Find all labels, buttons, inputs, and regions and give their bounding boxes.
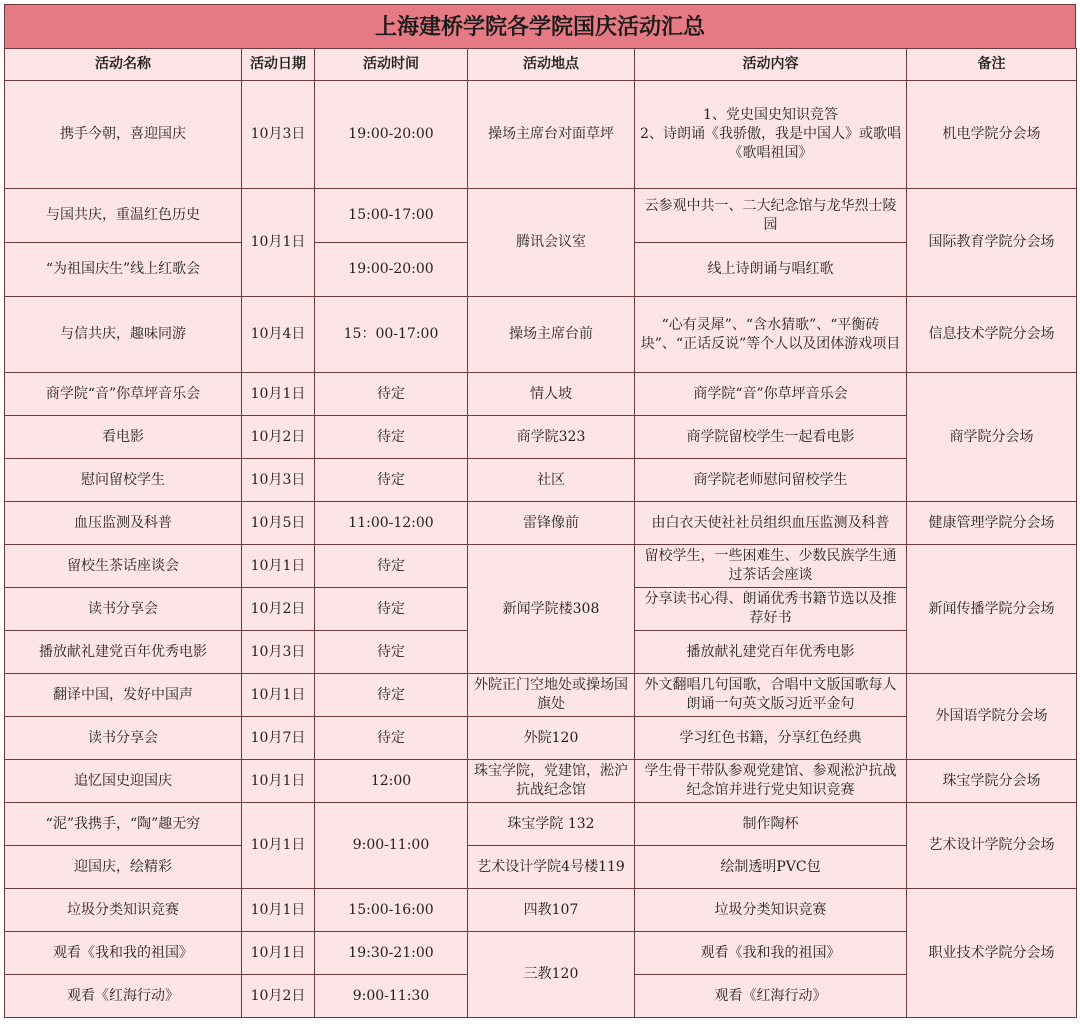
cell-time: 9:00-11:30 bbox=[315, 975, 468, 1018]
cell-content: 学生骨干带队参观党建馆、参观淞沪抗战纪念馆并进行党史知识竞赛 bbox=[635, 760, 907, 803]
cell-place: 三教120 bbox=[468, 932, 635, 1018]
cell-date: 10月1日 bbox=[242, 189, 315, 297]
cell-content: 1、党史国史知识竞答 2、诗朗诵《我骄傲，我是中国人》或歌唱《歌唱祖国》 bbox=[635, 81, 907, 189]
header-activity-place: 活动地点 bbox=[468, 49, 635, 81]
cell-note: 信息技术学院分会场 bbox=[907, 297, 1077, 373]
cell-time: 11:00-12:00 bbox=[315, 502, 468, 545]
cell-content: 由白衣天使社社员组织血压监测及科普 bbox=[635, 502, 907, 545]
cell-name: 商学院“音”你草坪音乐会 bbox=[5, 373, 242, 416]
cell-name: 垃圾分类知识竞赛 bbox=[5, 889, 242, 932]
cell-note: 外国语学院分会场 bbox=[907, 674, 1077, 760]
cell-time: 19:30-21:00 bbox=[315, 932, 468, 975]
cell-content: 观看《我和我的祖国》 bbox=[635, 932, 907, 975]
cell-name: 看电影 bbox=[5, 416, 242, 459]
cell-note: 商学院分会场 bbox=[907, 373, 1077, 502]
cell-time: 15:00-17:00 bbox=[315, 189, 468, 243]
table-title: 上海建桥学院各学院国庆活动汇总 bbox=[4, 4, 1076, 48]
table-row bbox=[5, 81, 1077, 189]
table-row bbox=[5, 189, 1077, 243]
cell-place: 腾讯会议室 bbox=[468, 189, 635, 297]
cell-content: 绘制透明PVC包 bbox=[635, 846, 907, 889]
cell-date: 10月5日 bbox=[242, 502, 315, 545]
cell-date: 10月2日 bbox=[242, 975, 315, 1018]
cell-time: 待定 bbox=[315, 631, 468, 674]
cell-place: 外院正门空地处或操场国旗处 bbox=[468, 674, 635, 717]
cell-place: 四教107 bbox=[468, 889, 635, 932]
cell-name: 留校生茶话座谈会 bbox=[5, 545, 242, 588]
cell-date: 10月1日 bbox=[242, 760, 315, 803]
cell-time: 待定 bbox=[315, 373, 468, 416]
cell-name: 慰问留校学生 bbox=[5, 459, 242, 502]
cell-place: 珠宝学院 132 bbox=[468, 803, 635, 846]
table-row bbox=[5, 502, 1077, 545]
cell-name: 观看《红海行动》 bbox=[5, 975, 242, 1018]
cell-content: 商学院留校学生一起看电影 bbox=[635, 416, 907, 459]
cell-time: 待定 bbox=[315, 674, 468, 717]
cell-content: 线上诗朗诵与唱红歌 bbox=[635, 243, 907, 297]
cell-content: “心有灵犀”、“含水猜歌”、“平衡砖块”、“正话反说”等个人以及团体游戏项目 bbox=[635, 297, 907, 373]
cell-time: 15:00-16:00 bbox=[315, 889, 468, 932]
cell-date: 10月1日 bbox=[242, 932, 315, 975]
cell-date: 10月7日 bbox=[242, 717, 315, 760]
cell-name: 与国共庆，重温红色历史 bbox=[5, 189, 242, 243]
activity-table bbox=[4, 48, 1077, 1018]
cell-date: 10月3日 bbox=[242, 81, 315, 189]
header-note: 备注 bbox=[907, 49, 1077, 81]
cell-date: 10月1日 bbox=[242, 803, 315, 889]
cell-note: 职业技术学院分会场 bbox=[907, 889, 1077, 1018]
cell-date: 10月2日 bbox=[242, 416, 315, 459]
header-activity-name: 活动名称 bbox=[5, 49, 242, 81]
cell-date: 10月3日 bbox=[242, 459, 315, 502]
header-activity-time: 活动时间 bbox=[315, 49, 468, 81]
cell-time: 19:00-20:00 bbox=[315, 81, 468, 189]
cell-name: 播放献礼建党百年优秀电影 bbox=[5, 631, 242, 674]
cell-name: 追忆国史迎国庆 bbox=[5, 760, 242, 803]
cell-name: 读书分享会 bbox=[5, 588, 242, 631]
cell-time: 待定 bbox=[315, 459, 468, 502]
cell-place: 操场主席台对面草坪 bbox=[468, 81, 635, 189]
header-row bbox=[5, 49, 1077, 81]
cell-name: 携手今朝，喜迎国庆 bbox=[5, 81, 242, 189]
header-activity-content: 活动内容 bbox=[635, 49, 907, 81]
cell-place: 操场主席台前 bbox=[468, 297, 635, 373]
cell-content: 商学院“音”你草坪音乐会 bbox=[635, 373, 907, 416]
table-row bbox=[5, 889, 1077, 932]
cell-content: 制作陶杯 bbox=[635, 803, 907, 846]
cell-place: 社区 bbox=[468, 459, 635, 502]
cell-content: 商学院老师慰问留校学生 bbox=[635, 459, 907, 502]
cell-name: 血压监测及科普 bbox=[5, 502, 242, 545]
cell-name: 翻译中国，发好中国声 bbox=[5, 674, 242, 717]
cell-time: 9:00-11:00 bbox=[315, 803, 468, 889]
header-activity-date: 活动日期 bbox=[242, 49, 315, 81]
table-row bbox=[5, 545, 1077, 588]
cell-content: 云参观中共一、二大纪念馆与龙华烈士陵园 bbox=[635, 189, 907, 243]
cell-content: 分享读书心得、朗诵优秀书籍节选以及推荐好书 bbox=[635, 588, 907, 631]
cell-time: 待定 bbox=[315, 545, 468, 588]
cell-name: 与信共庆，趣味同游 bbox=[5, 297, 242, 373]
cell-content: 学习红色书籍，分享红色经典 bbox=[635, 717, 907, 760]
cell-time: 待定 bbox=[315, 717, 468, 760]
cell-note: 国际教育学院分会场 bbox=[907, 189, 1077, 297]
cell-name: 迎国庆，绘精彩 bbox=[5, 846, 242, 889]
table-row bbox=[5, 373, 1077, 416]
cell-date: 10月1日 bbox=[242, 373, 315, 416]
cell-content: 留校学生，一些困难生、少数民族学生通过茶话会座谈 bbox=[635, 545, 907, 588]
cell-place: 雷锋像前 bbox=[468, 502, 635, 545]
table-row bbox=[5, 760, 1077, 803]
cell-time: 待定 bbox=[315, 416, 468, 459]
cell-place: 珠宝学院，党建馆，淞沪抗战纪念馆 bbox=[468, 760, 635, 803]
cell-note: 机电学院分会场 bbox=[907, 81, 1077, 189]
cell-date: 10月1日 bbox=[242, 674, 315, 717]
cell-note: 艺术设计学院分会场 bbox=[907, 803, 1077, 889]
cell-time: 15：00-17:00 bbox=[315, 297, 468, 373]
cell-name: 观看《我和我的祖国》 bbox=[5, 932, 242, 975]
cell-place: 外院120 bbox=[468, 717, 635, 760]
cell-name: “泥”我携手，“陶”趣无穷 bbox=[5, 803, 242, 846]
cell-content: 播放献礼建党百年优秀电影 bbox=[635, 631, 907, 674]
cell-time: 19:00-20:00 bbox=[315, 243, 468, 297]
cell-place: 商学院323 bbox=[468, 416, 635, 459]
cell-note: 新闻传播学院分会场 bbox=[907, 545, 1077, 674]
table-row bbox=[5, 674, 1077, 717]
cell-date: 10月3日 bbox=[242, 631, 315, 674]
cell-time: 待定 bbox=[315, 588, 468, 631]
cell-date: 10月4日 bbox=[242, 297, 315, 373]
cell-content: 观看《红海行动》 bbox=[635, 975, 907, 1018]
cell-place: 艺术设计学院4号楼119 bbox=[468, 846, 635, 889]
cell-place: 新闻学院楼308 bbox=[468, 545, 635, 674]
cell-date: 10月1日 bbox=[242, 889, 315, 932]
cell-note: 健康管理学院分会场 bbox=[907, 502, 1077, 545]
table-row bbox=[5, 803, 1077, 846]
cell-name: 读书分享会 bbox=[5, 717, 242, 760]
cell-date: 10月2日 bbox=[242, 588, 315, 631]
cell-date: 10月1日 bbox=[242, 545, 315, 588]
cell-time: 12:00 bbox=[315, 760, 468, 803]
cell-name: “为祖国庆生”线上红歌会 bbox=[5, 243, 242, 297]
cell-place: 情人坡 bbox=[468, 373, 635, 416]
summary-sheet bbox=[4, 4, 1076, 1018]
cell-content: 外文翻唱几句国歌，合唱中文版国歌每人朗诵一句英文版习近平金句 bbox=[635, 674, 907, 717]
cell-content: 垃圾分类知识竞赛 bbox=[635, 889, 907, 932]
cell-note: 珠宝学院分会场 bbox=[907, 760, 1077, 803]
table-row bbox=[5, 297, 1077, 373]
